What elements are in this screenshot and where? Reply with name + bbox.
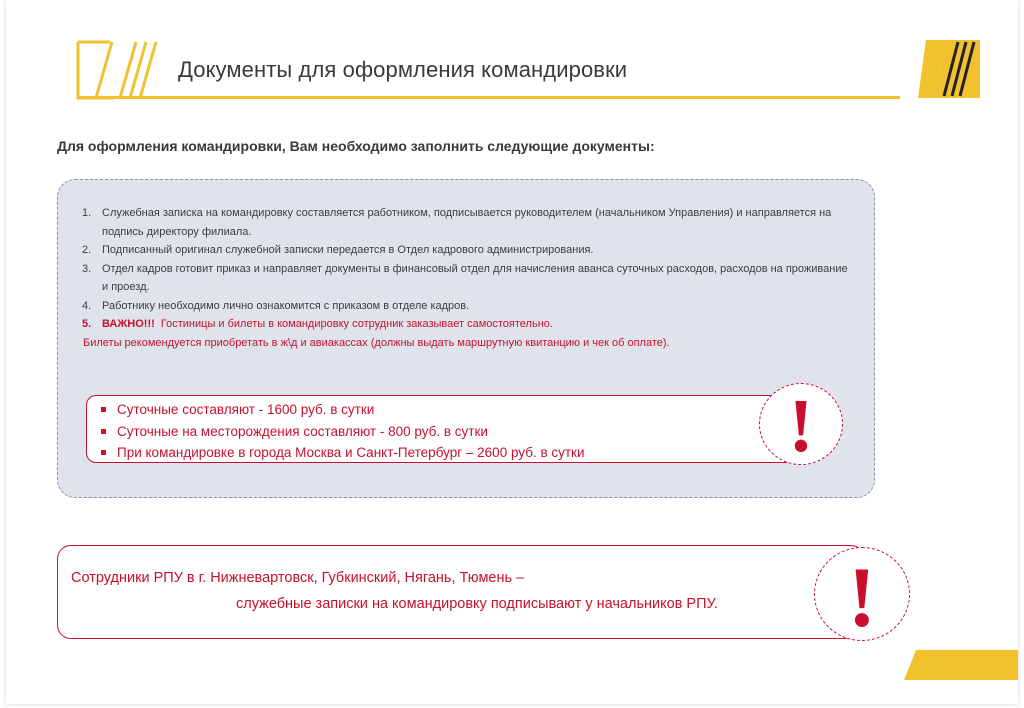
bullet-icon <box>101 407 106 412</box>
per-diem-list <box>99 399 585 464</box>
bullet-icon <box>101 429 106 434</box>
bullet-icon <box>101 450 106 455</box>
step-text: Гостиницы и билеты в командировку сотрудник заказывает самостоятельно. <box>160 318 553 330</box>
step-text: Отдел кадров готовит приказ и направляет документы в финансовый отдел для начисления аванса суточных расходов, расходов на проживание и проезд. <box>102 262 848 293</box>
tickets-note-text: Билеты рекомендуется приобретать в ж\д и авиакассах (должны выдать маршрутную квитанцию и чек об оплате). <box>83 336 670 349</box>
per-diem-item <box>99 399 585 421</box>
important-label: ВАЖНО!!! <box>102 318 155 330</box>
per-diem-item <box>99 442 585 464</box>
exclamation-mark: ! <box>847 549 877 645</box>
step-text: Подписанный оригинал служебной записки передается в Отдел кадрового администрирования. <box>102 244 594 256</box>
step-item-important <box>82 315 852 352</box>
per-diem-text: При командировке в города Москва и Санкт-Петербург – 2600 руб. в сутки <box>117 445 585 460</box>
step-item <box>82 241 852 260</box>
step-item <box>82 204 852 241</box>
rpu-notice-line2: служебные записки на командировку подписывают у начальников РПУ. <box>236 596 718 612</box>
exclamation-mark: ! <box>788 384 814 468</box>
instructions-panel <box>57 179 875 498</box>
step-text: Работнику необходимо лично ознакомится с приказом в отделе кадров. <box>102 299 470 312</box>
header-underline <box>78 96 900 99</box>
tickets-note <box>83 334 852 353</box>
steps-list <box>82 204 852 352</box>
page-title: Документы для оформления командировки <box>178 57 628 82</box>
step-number: 2. <box>82 244 92 256</box>
per-diem-item <box>99 421 585 443</box>
step-number: 5. <box>82 318 92 330</box>
per-diem-text: Суточные составляют - 1600 руб. в сутки <box>117 402 375 417</box>
corner-accent-bar <box>904 648 1018 682</box>
step-number: 1. <box>82 207 92 219</box>
step-item <box>82 260 852 297</box>
step-item <box>82 297 852 316</box>
section-subtitle: Для оформления командировки, Вам необходимо заполнить следующие документы: <box>57 138 655 154</box>
step-text: Служебная записка на командировку составляется работником, подписывается руководителем (начальником Управления) и направляется на подпись директору филиала. <box>102 207 832 238</box>
per-diem-box <box>86 395 796 463</box>
rpu-notice-box <box>57 545 865 639</box>
brand-stripes-left-icon <box>76 40 162 100</box>
brand-logo-right-icon <box>918 38 984 100</box>
step-number: 4. <box>82 299 92 312</box>
exclamation-circle-icon <box>814 547 910 645</box>
per-diem-text: Суточные на месторождения составляют - 800 руб. в сутки <box>117 423 488 439</box>
rpu-notice-line1: Сотрудники РПУ в г. Нижневартовск, Губкинский, Нягань, Тюмень – <box>71 570 525 586</box>
step-number: 3. <box>82 262 92 275</box>
exclamation-circle-icon <box>759 383 843 468</box>
